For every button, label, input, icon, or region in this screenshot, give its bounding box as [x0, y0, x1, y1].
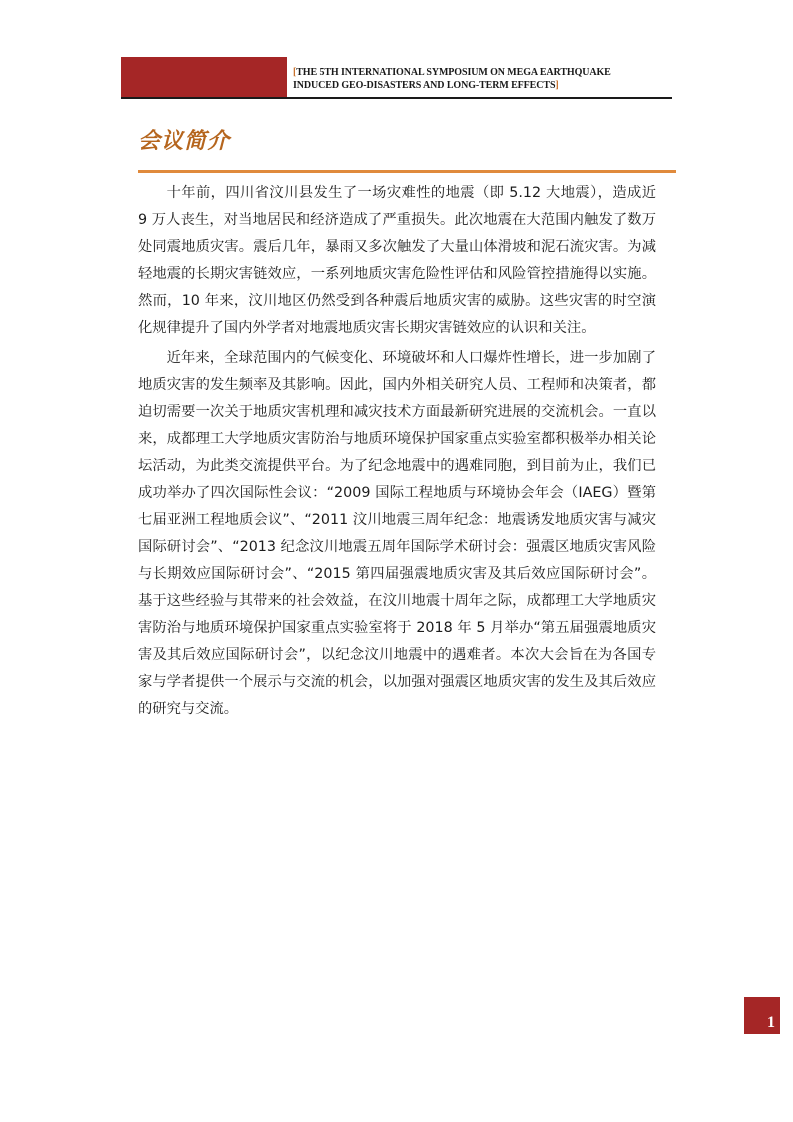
section-title: 会议简介	[138, 129, 231, 154]
body-text	[138, 180, 656, 726]
title-underline	[138, 170, 676, 173]
paragraph-2: 近年来，全球范围内的气候变化、环境破坏和人口爆炸性增长，进一步加剧了地质灾害的发生频率及其影响。因此，国内外相关研究人员、工程师和决策者，都迫切需要一次关于地质灾害机理和减灾技术方面最新研究进展的交流机会。一直以来，成都理工大学地质灾害防治与地质环境保护国家重点实验室都积极举办相关论坛活动，为此类交流提供平台。为了纪念地震中的遇难同胞，到目前为止，我们已成功举办了四次国际性会议：“2009 国际工程地质与环境协会年会（IAEG）暨第七届亚洲工程地质会议”、“2011 汶川地震三周年纪念：地震诱发地质灾害与减灾国际研讨会”、“2013 纪念汶川地震五周年国际学术研讨会：强震区地质灾害风险与长期效应国际研讨会”、“2015 第四届强震地质灾害及其后效应国际研讨会”。基于这些经验与其带来的社会效益，在汶川地震十周年之际，成都理工大学地质灾害防治与地质环境保护国家重点实验室将于 2018 年 5 月举办“第五届强震地质灾害及其后效应国际研讨会”，以纪念汶川地震中的遇难者。本次大会旨在为各国专家与学者提供一个展示与交流的机会，以加强对强震区地质灾害的发生及其后效应的研究与交流。	[138, 350, 656, 717]
symposium-title-line1: THE 5TH INTERNATIONAL SYMPOSIUM ON MEGA EARTHQUAKE	[296, 67, 611, 78]
page-number: 1	[767, 1014, 775, 1031]
header-accent-block	[121, 57, 287, 97]
paragraph-1: 十年前，四川省汶川县发生了一场灾难性的地震（即 5.12 大地震），造成近 9 万人丧生，对当地居民和经济造成了严重损失。此次地震在大范围内触发了数万处同震地质灾害。震后几年，暴雨又多次触发了大量山体滑坡和泥石流灾害。为减轻地震的长期灾害链效应，一系列地质灾害危险性评估和风险管控措施得以实施。然而，10 年来，汶川地区仍然受到各种震后地质灾害的威胁。这些灾害的时空演化规律提升了国内外学者对地震地质灾害长期灾害链效应的认识和关注。	[138, 185, 656, 336]
header-rule	[121, 97, 672, 99]
symposium-title-line2: INDUCED GEO-DISASTERS AND LONG-TERM EFFECTS	[293, 80, 556, 91]
symposium-title	[293, 66, 683, 92]
bracket-open: [	[293, 67, 297, 78]
bracket-close: ]	[555, 80, 559, 91]
page-number-box	[744, 997, 780, 1034]
